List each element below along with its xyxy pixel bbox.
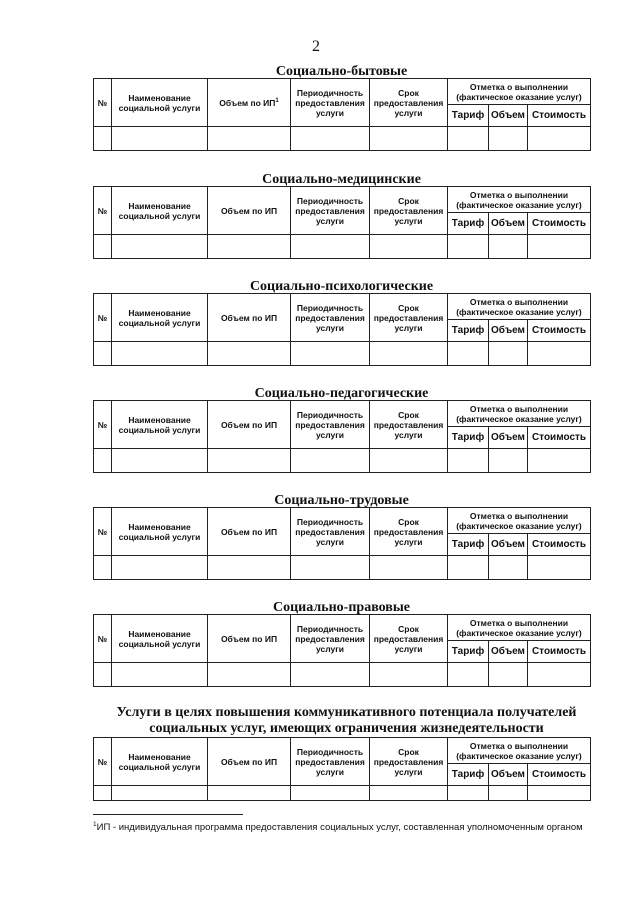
services-table	[93, 614, 591, 687]
header-cost: Стоимость	[528, 105, 591, 127]
header-num: №	[94, 401, 112, 449]
header-tariff: Тариф	[448, 764, 489, 786]
section-social-psychological	[93, 279, 590, 366]
header-amount: Объем	[489, 213, 528, 235]
header-tariff: Тариф	[448, 534, 489, 556]
table-cell[interactable]	[448, 342, 489, 366]
footnote-ref: 1	[93, 820, 97, 828]
header-completion-mark: Отметка о выполнении (фактическое оказание услуг)	[448, 294, 591, 320]
header-volume: Объем по ИП	[208, 187, 291, 235]
table-cell[interactable]	[291, 786, 370, 801]
header-amount: Объем	[489, 320, 528, 342]
table-cell[interactable]	[489, 556, 528, 580]
table-cell[interactable]	[370, 786, 448, 801]
header-completion-mark: Отметка о выполнении (фактическое оказание услуг)	[448, 401, 591, 427]
header-completion-mark: Отметка о выполнении (фактическое оказание услуг)	[448, 187, 591, 213]
header-term: Срок предоставления услуги	[370, 79, 448, 127]
table-cell[interactable]	[112, 556, 208, 580]
header-tariff: Тариф	[448, 105, 489, 127]
table-cell[interactable]	[94, 342, 112, 366]
header-term: Срок предоставления услуги	[370, 294, 448, 342]
table-cell[interactable]	[489, 786, 528, 801]
header-term: Срок предоставления услуги	[370, 508, 448, 556]
header-cost: Стоимость	[528, 427, 591, 449]
section-social-labor	[93, 493, 590, 580]
table-cell[interactable]	[291, 235, 370, 259]
table-cell[interactable]	[370, 127, 448, 151]
table-cell[interactable]	[448, 663, 489, 687]
header-cost: Стоимость	[528, 534, 591, 556]
section-title: Услуги в целях повышения коммуникативного потенциала получателей социальных услуг, имеющих ограничения жизнедеятельности	[116, 705, 577, 736]
header-amount: Объем	[489, 427, 528, 449]
header-cost: Стоимость	[528, 764, 591, 786]
section-title: Социально-бытовые	[275, 64, 408, 79]
header-num: №	[94, 508, 112, 556]
table-cell[interactable]	[528, 235, 591, 259]
section-social-legal	[93, 600, 590, 687]
table-cell[interactable]	[489, 235, 528, 259]
section-title: Социально-медицинские	[262, 172, 421, 187]
table-cell[interactable]	[112, 449, 208, 473]
table-row	[94, 786, 591, 801]
table-cell[interactable]	[291, 663, 370, 687]
header-periodicity: Периодичность предоставления услуги	[291, 79, 370, 127]
table-row	[94, 235, 591, 259]
table-cell[interactable]	[489, 342, 528, 366]
table-cell[interactable]	[291, 449, 370, 473]
section-title: Социально-психологические	[249, 279, 434, 294]
section-title: Социально-трудовые	[274, 493, 409, 508]
header-volume: Объем по $ИП^1$	[208, 79, 291, 127]
table-cell[interactable]	[291, 342, 370, 366]
table-cell[interactable]	[208, 127, 291, 151]
table-cell[interactable]	[370, 342, 448, 366]
header-cost: Стоимость	[528, 320, 591, 342]
table-cell[interactable]	[94, 449, 112, 473]
header-volume: Объем по ИП	[208, 401, 291, 449]
header-volume: Объем по ИП	[208, 615, 291, 663]
footnote-divider	[93, 814, 243, 815]
section-social-medical	[93, 172, 590, 259]
table-cell[interactable]	[489, 127, 528, 151]
table-cell[interactable]	[208, 235, 291, 259]
header-amount: Объем	[489, 764, 528, 786]
table-cell[interactable]	[208, 556, 291, 580]
table-cell[interactable]	[370, 449, 448, 473]
table-cell[interactable]	[528, 663, 591, 687]
table-cell[interactable]	[528, 342, 591, 366]
header-amount: Объем	[489, 534, 528, 556]
header-cost: Стоимость	[528, 641, 591, 663]
services-table	[93, 507, 591, 580]
table-cell[interactable]	[112, 127, 208, 151]
header-term: Срок предоставления услуги	[370, 738, 448, 786]
header-num: №	[94, 294, 112, 342]
header-term: Срок предоставления услуги	[370, 187, 448, 235]
section-social-pedagogical	[93, 386, 590, 473]
table-cell[interactable]	[208, 449, 291, 473]
services-table	[93, 293, 591, 366]
table-cell[interactable]	[112, 342, 208, 366]
table-cell[interactable]	[208, 342, 291, 366]
table-cell[interactable]	[291, 556, 370, 580]
table-row	[94, 127, 591, 151]
header-volume: Объем по ИП	[208, 294, 291, 342]
section-social-household	[93, 64, 590, 151]
header-periodicity: Периодичность предоставления услуги	[291, 508, 370, 556]
table-cell[interactable]	[112, 786, 208, 801]
header-completion-mark: Отметка о выполнении (фактическое оказание услуг)	[448, 508, 591, 534]
services-table	[93, 186, 591, 259]
header-periodicity: Периодичность предоставления услуги	[291, 294, 370, 342]
header-term: Срок предоставления услуги	[370, 401, 448, 449]
header-completion-mark: Отметка о выполнении (фактическое оказание услуг)	[448, 738, 591, 764]
header-num: №	[94, 187, 112, 235]
table-cell[interactable]	[448, 127, 489, 151]
header-term: Срок предоставления услуги	[370, 615, 448, 663]
header-periodicity: Периодичность предоставления услуги	[291, 615, 370, 663]
table-cell[interactable]	[528, 449, 591, 473]
table-cell[interactable]	[528, 786, 591, 801]
table-row	[94, 663, 591, 687]
footnote	[93, 822, 593, 834]
services-table	[93, 400, 591, 473]
header-tariff: Тариф	[448, 213, 489, 235]
header-tariff: Тариф	[448, 320, 489, 342]
services-table	[93, 737, 591, 801]
table-cell[interactable]	[448, 235, 489, 259]
header-service-name: Наименование социальной услуги	[112, 615, 208, 663]
table-cell[interactable]	[94, 786, 112, 801]
header-service-name: Наименование социальной услуги	[112, 508, 208, 556]
header-service-name: Наименование социальной услуги	[112, 79, 208, 127]
header-tariff: Тариф	[448, 641, 489, 663]
header-service-name: Наименование социальной услуги	[112, 187, 208, 235]
table-row	[94, 342, 591, 366]
table-cell[interactable]	[448, 449, 489, 473]
table-row	[94, 449, 591, 473]
table-cell[interactable]	[112, 663, 208, 687]
section-title: Социально-правовые	[272, 600, 411, 615]
table-cell[interactable]	[94, 235, 112, 259]
table-cell[interactable]	[208, 663, 291, 687]
header-cost: Стоимость	[528, 213, 591, 235]
page-number: 2	[312, 38, 320, 55]
header-periodicity: Периодичность предоставления услуги	[291, 401, 370, 449]
header-amount: Объем	[489, 641, 528, 663]
table-cell[interactable]	[112, 235, 208, 259]
table-cell[interactable]	[291, 127, 370, 151]
table-cell[interactable]	[94, 556, 112, 580]
header-num: №	[94, 615, 112, 663]
table-cell[interactable]	[370, 556, 448, 580]
table-row	[94, 556, 591, 580]
header-periodicity: Периодичность предоставления услуги	[291, 738, 370, 786]
table-cell[interactable]	[208, 786, 291, 801]
section-title: Социально-педагогические	[254, 386, 429, 401]
header-service-name: Наименование социальной услуги	[112, 294, 208, 342]
header-completion-mark: Отметка о выполнении (фактическое оказание услуг)	[448, 615, 591, 641]
header-service-name: Наименование социальной услуги	[112, 401, 208, 449]
table-cell[interactable]	[448, 556, 489, 580]
table-cell[interactable]	[528, 127, 591, 151]
header-volume: Объем по ИП	[208, 738, 291, 786]
header-service-name: Наименование социальной услуги	[112, 738, 208, 786]
header-num: №	[94, 738, 112, 786]
table-cell[interactable]	[370, 663, 448, 687]
header-tariff: Тариф	[448, 427, 489, 449]
header-periodicity: Периодичность предоставления услуги	[291, 187, 370, 235]
footnote-ref: 1	[275, 97, 279, 104]
table-cell[interactable]	[489, 663, 528, 687]
table-cell[interactable]	[489, 449, 528, 473]
header-completion-mark: Отметка о выполнении (фактическое оказание услуг)	[448, 79, 591, 105]
table-cell[interactable]	[448, 786, 489, 801]
table-cell[interactable]	[528, 556, 591, 580]
header-amount: Объем	[489, 105, 528, 127]
table-cell[interactable]	[94, 127, 112, 151]
header-volume: Объем по ИП	[208, 508, 291, 556]
section-communication-potential	[93, 705, 590, 801]
footnote-text: ИП - индивидуальная программа предоставления социальных услуг, составленная уполномоченным органом	[96, 822, 583, 833]
table-cell[interactable]	[94, 663, 112, 687]
services-table	[93, 78, 591, 151]
header-num: №	[94, 79, 112, 127]
table-cell[interactable]	[370, 235, 448, 259]
